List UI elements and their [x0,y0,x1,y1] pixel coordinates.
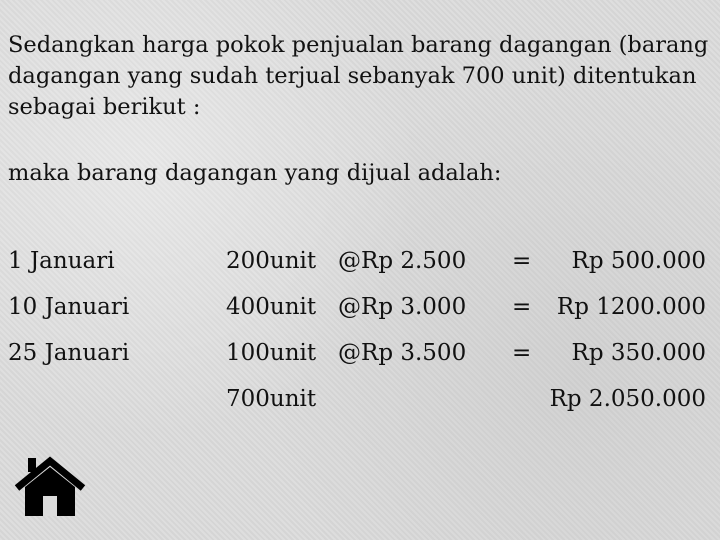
row-equals: = [512,340,532,366]
total-row [0,376,720,422]
row-date: 1 Januari [8,248,115,274]
row-amount: Rp 500.000 [571,248,706,274]
row-equals: = [512,294,532,320]
description-paragraph: Sedangkan harga pokok penjualan barang dagangan (barang dagangan yang sudah terjual sebanyak 700 unit) ditentukan sebagai berikut : [8,32,709,120]
row-date: 25 Januari [8,340,130,366]
row-quantity: 100unit [226,340,317,366]
row-price: @Rp 2.500 [338,248,467,274]
row-quantity: 400unit [226,294,317,320]
home-icon [14,456,86,518]
row-quantity: 200unit [226,248,317,274]
intro-line: maka barang dagangan yang dijual adalah: [8,160,502,186]
row-amount: Rp 1200.000 [556,294,706,320]
row-date: 10 Januari [8,294,130,320]
table-row [0,238,720,284]
row-equals: = [512,248,532,274]
total-quantity: 700unit [226,386,317,412]
table-row [0,284,720,330]
total-amount: Rp 2.050.000 [549,386,706,412]
table-row [0,330,720,376]
row-price: @Rp 3.500 [338,340,467,366]
row-price: @Rp 3.000 [338,294,467,320]
home-button[interactable] [14,456,86,518]
row-amount: Rp 350.000 [571,340,706,366]
